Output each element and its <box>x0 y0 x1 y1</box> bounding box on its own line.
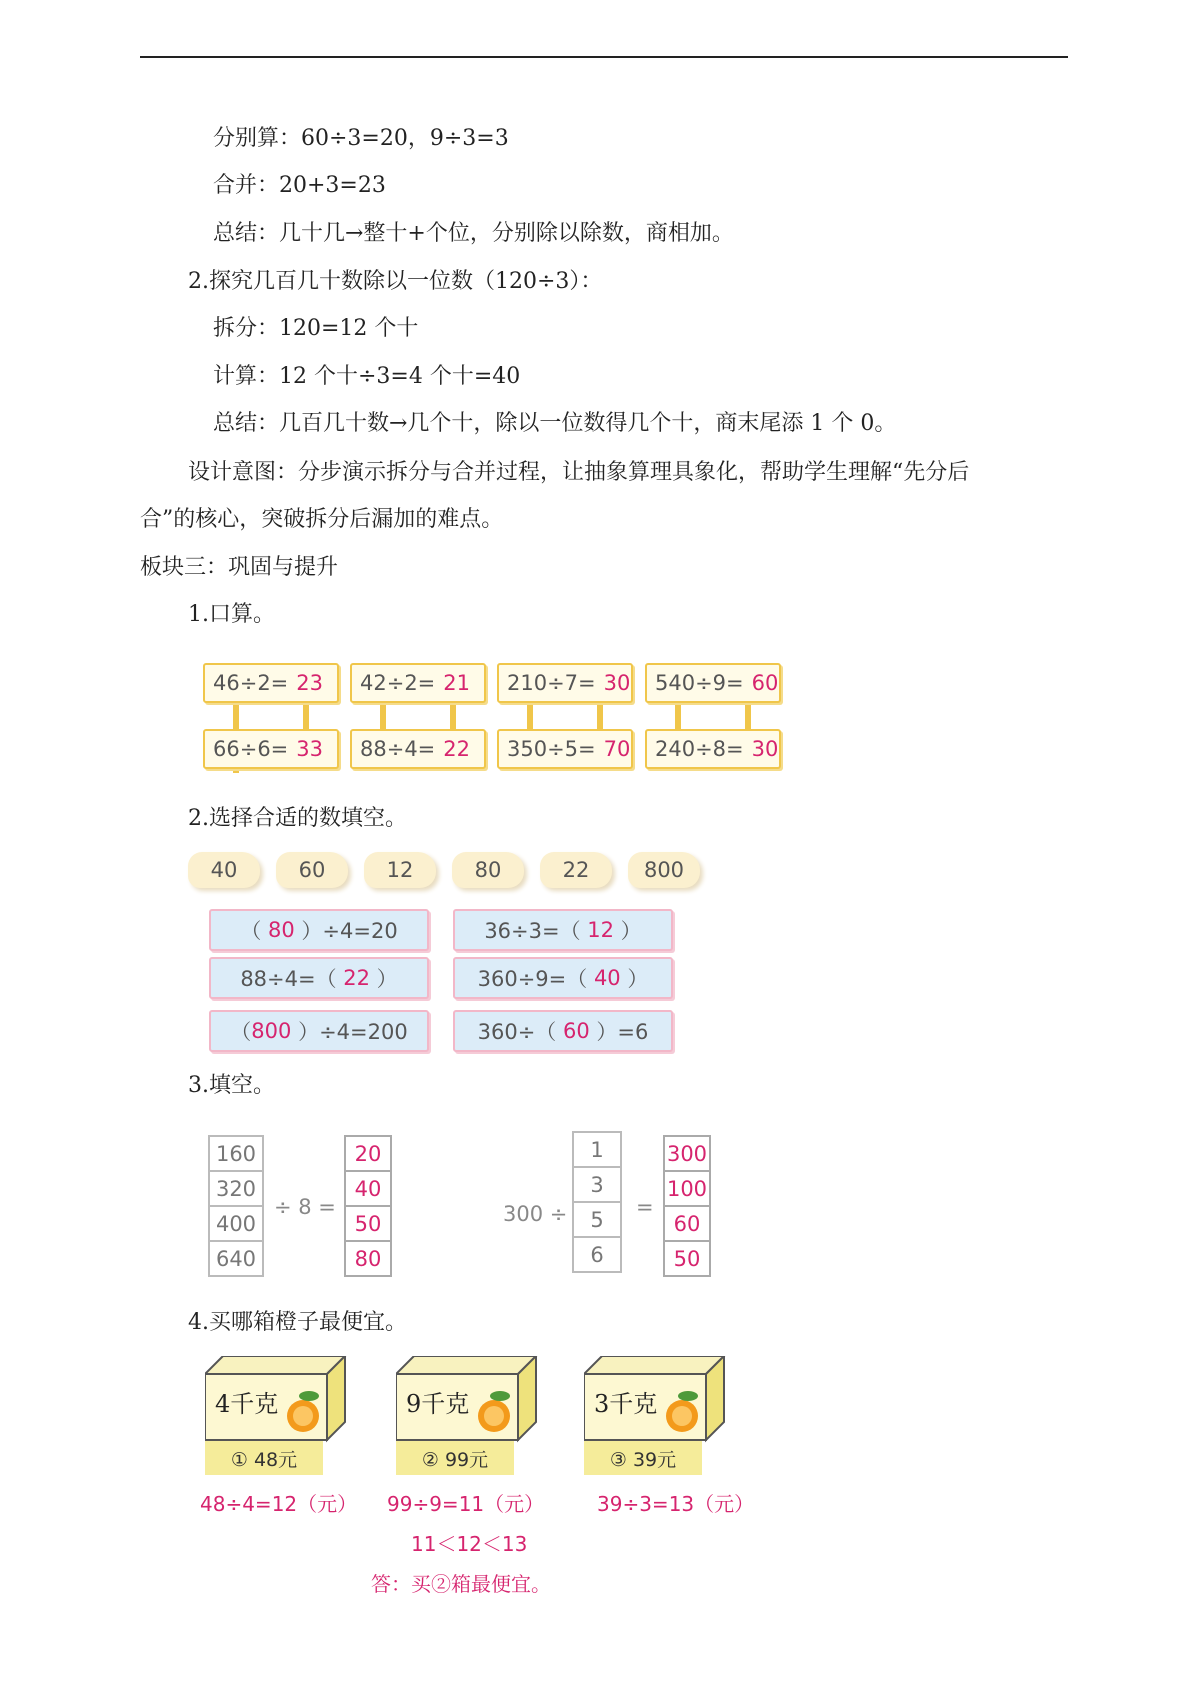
oral-calc-box: 42÷2= 21 <box>350 663 486 703</box>
header-rule <box>140 56 1068 58</box>
number-tag: 40 <box>188 852 260 888</box>
oral-calc-box: 88÷4= 22 <box>350 729 486 769</box>
oral-calc-pair <box>203 663 341 773</box>
price-tag: ① 48元 <box>205 1441 323 1475</box>
oral-calc-box: 46÷2= 23 <box>203 663 339 703</box>
orange-crate <box>205 1356 355 1446</box>
dividend-table: 160 320 400 640 <box>208 1135 264 1277</box>
number-tag: 800 <box>628 852 700 888</box>
text-line: 合”的核心，突破拆分后漏加的难点。 <box>140 507 504 532</box>
operator-text: ÷ 8 = <box>274 1195 336 1219</box>
answer-text: 答：买②箱最便宜。 <box>371 1572 551 1596</box>
text-line: 总结：几百几十数→几个十，除以一位数得几个十，商末尾添 1 个 0。 <box>213 411 897 436</box>
unit-price-calc: 39÷3=13（元） <box>597 1492 755 1516</box>
orange-crate <box>396 1356 546 1446</box>
crate-weight: 4千克 <box>215 1390 279 1418</box>
oral-calc-box: 210÷7= 30 <box>497 663 633 703</box>
number-tag: 22 <box>540 852 612 888</box>
oral-calc-box: 350÷5= 70 <box>497 729 633 769</box>
divisor-table: 1 3 5 6 <box>572 1131 622 1273</box>
fill-equation: （ 80 ）÷4=20 <box>209 909 429 951</box>
oral-calc-box: 66÷6= 33 <box>203 729 339 769</box>
crate-weight: 9千克 <box>406 1390 470 1418</box>
text-line: 拆分：120=12 个十 <box>213 316 419 341</box>
oral-calc-box: 540÷9= 60 <box>645 663 781 703</box>
fill-equation: 88÷4=（ 22 ） <box>209 957 429 999</box>
price-tag: ③ 39元 <box>584 1441 702 1475</box>
number-tag: 12 <box>364 852 436 888</box>
price-tag: ② 99元 <box>396 1441 514 1475</box>
fill-equation: 360÷（ 60 ）=6 <box>453 1010 673 1052</box>
equals-sign: = <box>636 1195 654 1219</box>
quotient-table: 20 40 50 80 <box>344 1135 392 1277</box>
text-line: 合并：20+3=23 <box>213 173 386 198</box>
text-line: 分别算：60÷3=20，9÷3=3 <box>213 126 509 151</box>
text-line: 计算：12 个十÷3=4 个十=40 <box>213 364 521 389</box>
orange-crate <box>584 1356 734 1446</box>
exercise-heading: 2.选择合适的数填空。 <box>188 806 407 831</box>
exercise-heading: 4.买哪箱橙子最便宜。 <box>188 1310 407 1335</box>
fill-equation: 360÷9=（ 40 ） <box>453 957 673 999</box>
unit-price-calc: 48÷4=12（元） <box>200 1492 358 1516</box>
text-line: 设计意图：分步演示拆分与合并过程，让抽象算理具象化，帮助学生理解“先分后 <box>188 460 970 485</box>
fill-equation: （ 800 ）÷4=200 <box>209 1010 429 1052</box>
text-line: 总结：几十几→整十+个位，分别除以除数，商相加。 <box>213 221 734 246</box>
quotient-table: 300 100 60 50 <box>663 1135 711 1277</box>
unit-price-calc: 99÷9=11（元） <box>387 1492 545 1516</box>
oral-calc-pair <box>497 663 635 773</box>
crate-weight: 3千克 <box>594 1390 658 1418</box>
text-line: 2.探究几百几十数除以一位数（120÷3）： <box>188 269 603 294</box>
oral-calc-box: 240÷8= 30 <box>645 729 781 769</box>
exercise-heading: 1.口算。 <box>188 602 275 627</box>
oral-calc-pair <box>645 663 783 773</box>
exercise-heading: 3.填空。 <box>188 1073 275 1098</box>
comparison: 11＜12＜13 <box>411 1532 528 1556</box>
section-heading: 板块三：巩固与提升 <box>140 555 339 580</box>
number-tag: 80 <box>452 852 524 888</box>
number-tag: 60 <box>276 852 348 888</box>
operator-text: 300 ÷ <box>503 1202 568 1226</box>
fill-equation: 36÷3=（ 12 ） <box>453 909 673 951</box>
oral-calc-pair <box>350 663 488 773</box>
